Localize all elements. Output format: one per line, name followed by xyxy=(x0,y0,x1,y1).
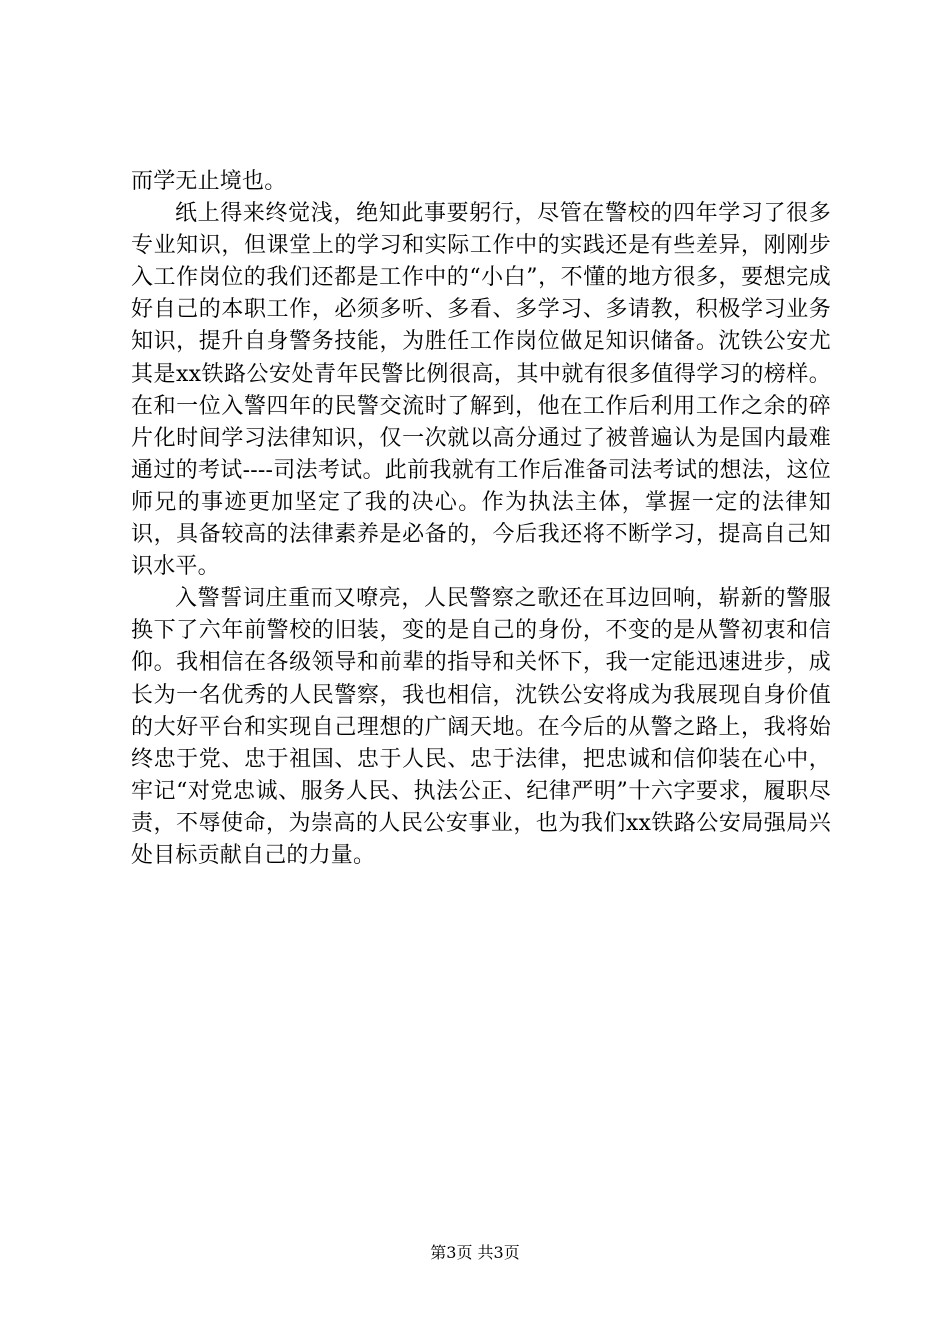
page-footer: 第3页 共3页 xyxy=(430,1243,520,1262)
paragraph-1: 而学无止境也。 xyxy=(131,169,287,194)
paragraph-3: 入警誓词庄重而又嘹亮，人民警察之歌还在耳边回响，崭新的警服换下了六年前警校的旧装，变的是自己的身份，不变的是从警初衷和信仰。我相信在各级领导和前辈的指导和关怀下，我一定能迅速进步，成长为一名优秀的人民警察，我也相信，沈铁公安将成为我展现自身价值的大好平台和实现自己理想的广阔天地。在今后的从警之路上，我将始终忠于党、忠于祖国、忠于人民、忠于法律，把忠诚和信仰装在心中，牢记“对党忠诚、服务人民、执法公正、纪律严明”十六字要求，履职尽责，不辱使命，为崇高的人民公安事业，也为我们xx铁路公安局强局兴处目标贡献自己的力量。 xyxy=(131,586,831,868)
document-body xyxy=(131,166,831,872)
paragraph-2: 纸上得来终觉浅，绝知此事要躬行，尽管在警校的四年学习了很多专业知识，但课堂上的学习和实际工作中的实践还是有些差异，刚刚步入工作岗位的我们还都是工作中的“小白”，不懂的地方很多，要想完成好自己的本职工作，必须多听、多看、多学习、多请教，积极学习业务知识，提升自身警务技能，为胜任工作岗位做足知识储备。沈铁公安尤其是xx铁路公安处青年民警比例很高，其中就有很多值得学习的榜样。在和一位入警四年的民警交流时了解到，他在工作后利用工作之余的碎片化时间学习法律知识，仅一次就以高分通过了被普遍认为是国内最难通过的考试----司法考试。此前我就有工作后准备司法考试的想法，这位师兄的事迹更加坚定了我的决心。作为执法主体，掌握一定的法律知识，具备较高的法律素养是必备的，今后我还将不断学习，提高自己知识水平。 xyxy=(131,201,831,580)
